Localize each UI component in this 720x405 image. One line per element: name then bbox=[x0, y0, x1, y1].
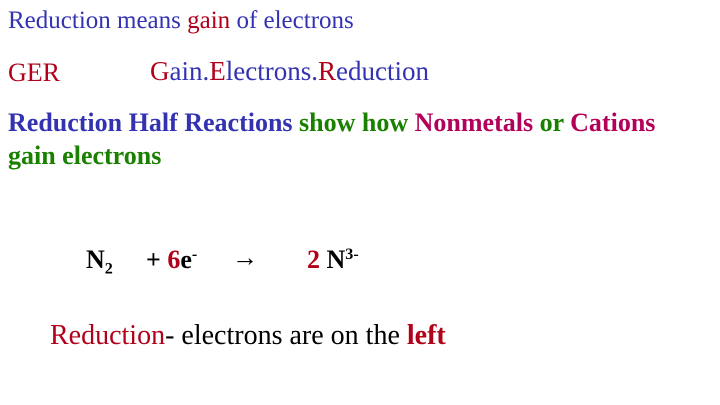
definition-term: Reduction bbox=[8, 7, 111, 34]
equation-product bbox=[307, 247, 359, 273]
equation-electron-coefficient: 6 bbox=[167, 245, 181, 274]
mnemonic-lectrons: lectrons. bbox=[225, 56, 318, 86]
half-reactions-line bbox=[8, 110, 655, 136]
mnemonic-e: E bbox=[209, 56, 226, 86]
equation-electrons bbox=[146, 247, 197, 273]
definition-line bbox=[8, 8, 354, 33]
equation-reactant bbox=[86, 245, 113, 278]
half-reactions-show: show how bbox=[299, 108, 415, 137]
definition-gain: gain bbox=[187, 7, 231, 34]
note-line bbox=[50, 322, 446, 350]
equation-plus: + bbox=[146, 245, 168, 274]
mnemonic-expansion bbox=[150, 58, 429, 85]
half-reactions-title: Reduction Half Reactions bbox=[8, 108, 300, 137]
definition-text: means bbox=[110, 7, 188, 34]
half-reactions-continuation: gain electrons bbox=[8, 141, 162, 170]
note-left: left bbox=[406, 320, 446, 351]
equation-product-charge: 3- bbox=[345, 246, 359, 264]
mnemonic-acronym: GER bbox=[8, 58, 60, 87]
equation-product-symbol: N bbox=[320, 245, 346, 274]
equation-product-coefficient: 2 bbox=[307, 245, 320, 274]
equation-arrow: → bbox=[232, 243, 258, 272]
half-reactions-cations: Cations bbox=[570, 108, 656, 137]
half-reactions-nonmetals: Nonmetals bbox=[414, 108, 534, 137]
definition-rest: of electrons bbox=[230, 7, 354, 34]
half-reactions-or: or bbox=[533, 108, 571, 137]
note-term: Reduction bbox=[50, 320, 166, 351]
mnemonic-g: G bbox=[150, 56, 170, 86]
equation-reactant-symbol: N bbox=[86, 245, 105, 274]
equation-reactant-subscript: 2 bbox=[104, 260, 113, 278]
mnemonic-r: R bbox=[317, 56, 336, 86]
note-text: - electrons are on the bbox=[165, 320, 407, 351]
mnemonic-eduction: eduction bbox=[336, 56, 429, 86]
equation-electron-charge: - bbox=[191, 246, 198, 264]
mnemonic-ain: ain. bbox=[169, 56, 210, 86]
equation-electron: e bbox=[180, 245, 192, 274]
